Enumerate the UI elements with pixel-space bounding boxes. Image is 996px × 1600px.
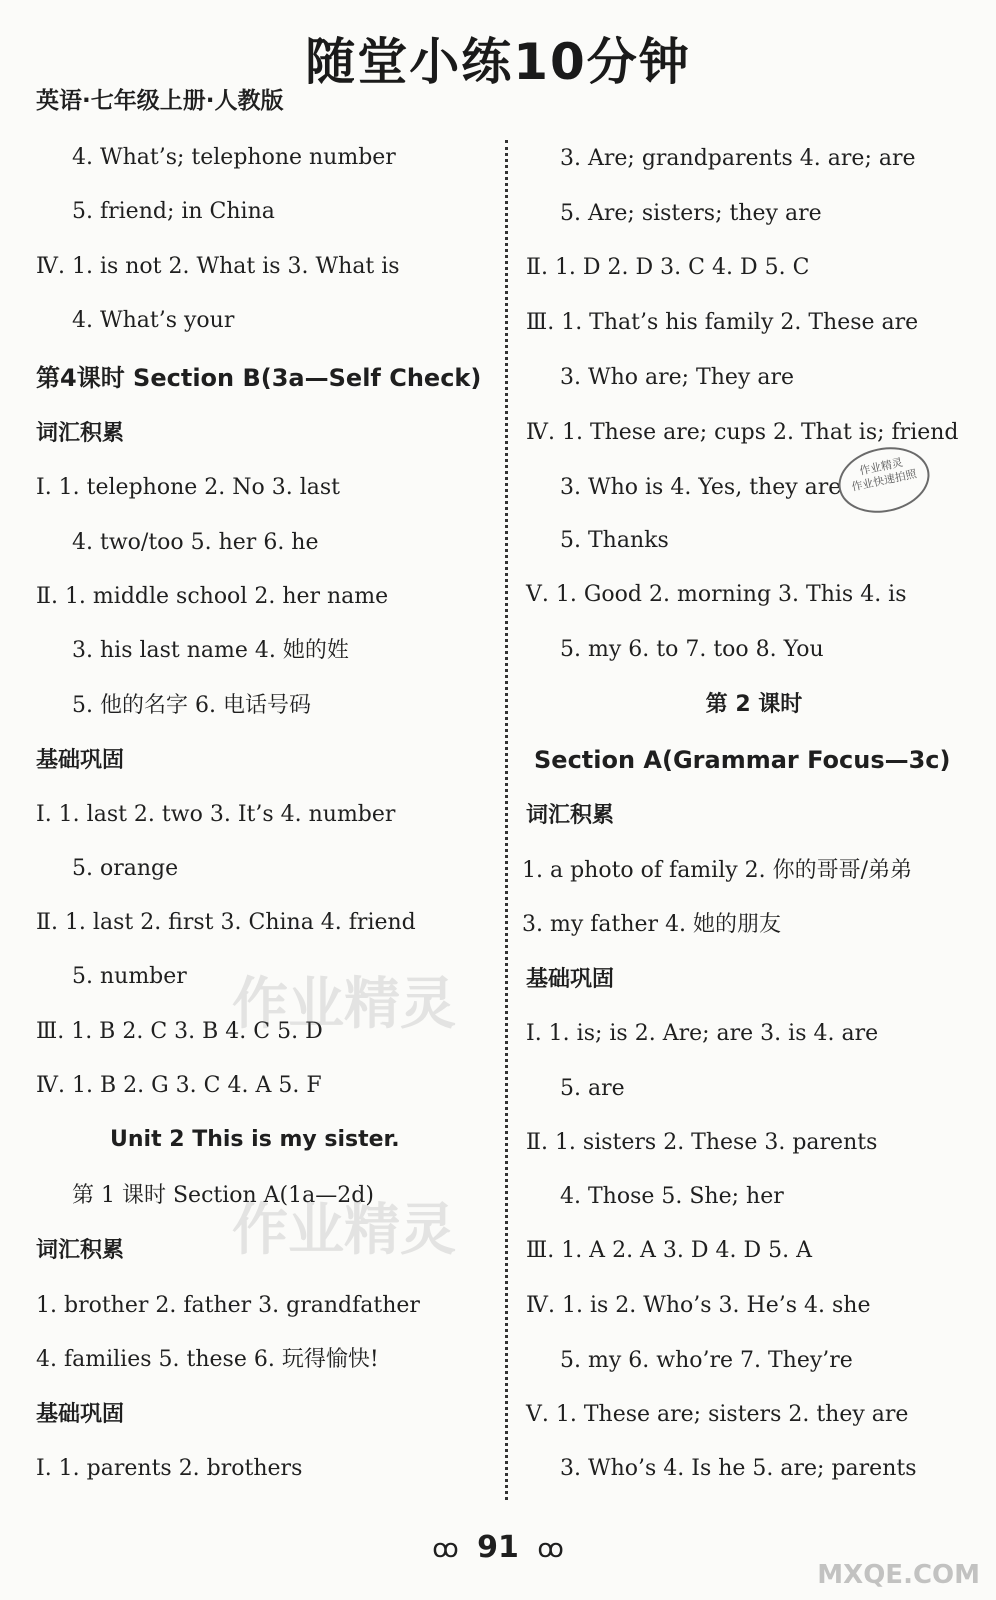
left-answer-line: Ⅳ. 1. is not 2. What is 3. What is [36, 254, 400, 279]
left-answer-line: 词汇积累 [36, 421, 125, 446]
left-answer-line: 4. What’s your [72, 308, 235, 333]
left-answer-line: 5. number [72, 964, 187, 989]
left-answer-line: Ⅰ. 1. telephone 2. No 3. last [36, 475, 340, 500]
left-answer-line: Ⅰ. 1. parents 2. brothers [36, 1456, 303, 1481]
left-answer-line: Unit 2 This is my sister. [110, 1127, 400, 1152]
footer-ornament-right-icon: ꝏ [537, 1534, 564, 1564]
page-title: 随堂小练10分钟 [305, 33, 691, 91]
left-answer-line: 3. his last name 4. 她的姓 [72, 638, 349, 663]
stamp-seal: 作业精灵 作业快速拍照 [832, 439, 935, 521]
left-answer-line: 5. orange [72, 856, 179, 881]
right-answer-line: 5. Thanks [560, 528, 669, 553]
left-answer-line: 基础巩固 [36, 748, 125, 773]
right-answer-line: Ⅱ. 1. sisters 2. These 3. parents [526, 1130, 878, 1155]
footer-ornament-left-icon: ꝏ [432, 1534, 459, 1564]
left-answer-line: 第 1 课时 Section A(1a—2d) [72, 1183, 374, 1208]
left-answer-line: Ⅰ. 1. last 2. two 3. It’s 4. number [36, 802, 396, 827]
right-answer-line: 第 2 课时 [705, 692, 803, 717]
right-answer-line: 5. Are; sisters; they are [560, 201, 822, 226]
left-answer-line: Ⅱ. 1. last 2. first 3. China 4. friend [36, 910, 416, 935]
left-answer-line: 4. What’s; telephone number [72, 145, 396, 170]
column-divider [505, 140, 508, 1500]
page-number: 91 [477, 1530, 519, 1565]
right-answer-line: 基础巩固 [526, 967, 615, 992]
left-answer-line: 1. brother 2. father 3. grandfather [36, 1293, 420, 1318]
watermark-text-2: 作业精灵 [232, 1198, 456, 1263]
left-answer-line: 4. two/too 5. her 6. he [72, 530, 319, 555]
right-answer-line: 词汇积累 [526, 803, 615, 828]
book-subtitle: 英语·七年级上册·人教版 [36, 88, 284, 114]
watermark-text: 作业精灵 [232, 972, 456, 1037]
right-answer-line: Ⅴ. 1. These are; sisters 2. they are [526, 1402, 909, 1427]
left-answer-line: 4. families 5. these 6. 玩得愉快! [36, 1347, 379, 1372]
left-answer-line: Ⅱ. 1. middle school 2. her name [36, 584, 389, 609]
right-answer-line: 3. my father 4. 她的朋友 [522, 912, 782, 937]
right-answer-line: 1. a photo of family 2. 你的哥哥/弟弟 [522, 858, 913, 883]
right-answer-line: 3. Are; grandparents 4. are; are [560, 146, 916, 171]
left-answer-line: 第4课时 Section B(3a—Self Check) [36, 364, 482, 392]
left-answer-line: Ⅳ. 1. B 2. G 3. C 4. A 5. F [36, 1073, 322, 1098]
left-answer-line: 词汇积累 [36, 1238, 125, 1263]
left-answer-line: 基础巩固 [36, 1402, 125, 1427]
corner-watermark: MXQE.COM [817, 1560, 980, 1590]
left-answer-line: 5. friend; in China [72, 199, 275, 224]
right-answer-line: 3. Who is 4. Yes, they are [560, 475, 842, 500]
left-answer-line: 5. 他的名字 6. 电话号码 [72, 693, 311, 718]
right-answer-line: Section A(Grammar Focus—3c) [534, 746, 951, 774]
right-answer-line: Ⅲ. 1. A 2. A 3. D 4. D 5. A [526, 1238, 813, 1263]
right-answer-line: Ⅳ. 1. These are; cups 2. That is; friend [526, 420, 959, 445]
right-answer-line: 3. Who are; They are [560, 365, 794, 390]
right-answer-line: 5. my 6. who’re 7. They’re [560, 1348, 853, 1373]
right-answer-line: 5. are [560, 1076, 625, 1101]
right-answer-line: Ⅳ. 1. is 2. Who’s 3. He’s 4. she [526, 1293, 871, 1318]
right-answer-line: Ⅲ. 1. That’s his family 2. These are [526, 310, 919, 335]
right-answer-line: Ⅴ. 1. Good 2. morning 3. This 4. is [526, 582, 907, 607]
left-answer-line: Ⅲ. 1. B 2. C 3. B 4. C 5. D [36, 1019, 323, 1044]
right-answer-line: 3. Who’s 4. Is he 5. are; parents [560, 1456, 917, 1481]
right-answer-line: 4. Those 5. She; her [560, 1184, 784, 1209]
right-answer-line: Ⅱ. 1. D 2. D 3. C 4. D 5. C [526, 255, 810, 280]
right-answer-line: Ⅰ. 1. is; is 2. Are; are 3. is 4. are [526, 1021, 879, 1046]
right-answer-line: 5. my 6. to 7. too 8. You [560, 637, 824, 662]
